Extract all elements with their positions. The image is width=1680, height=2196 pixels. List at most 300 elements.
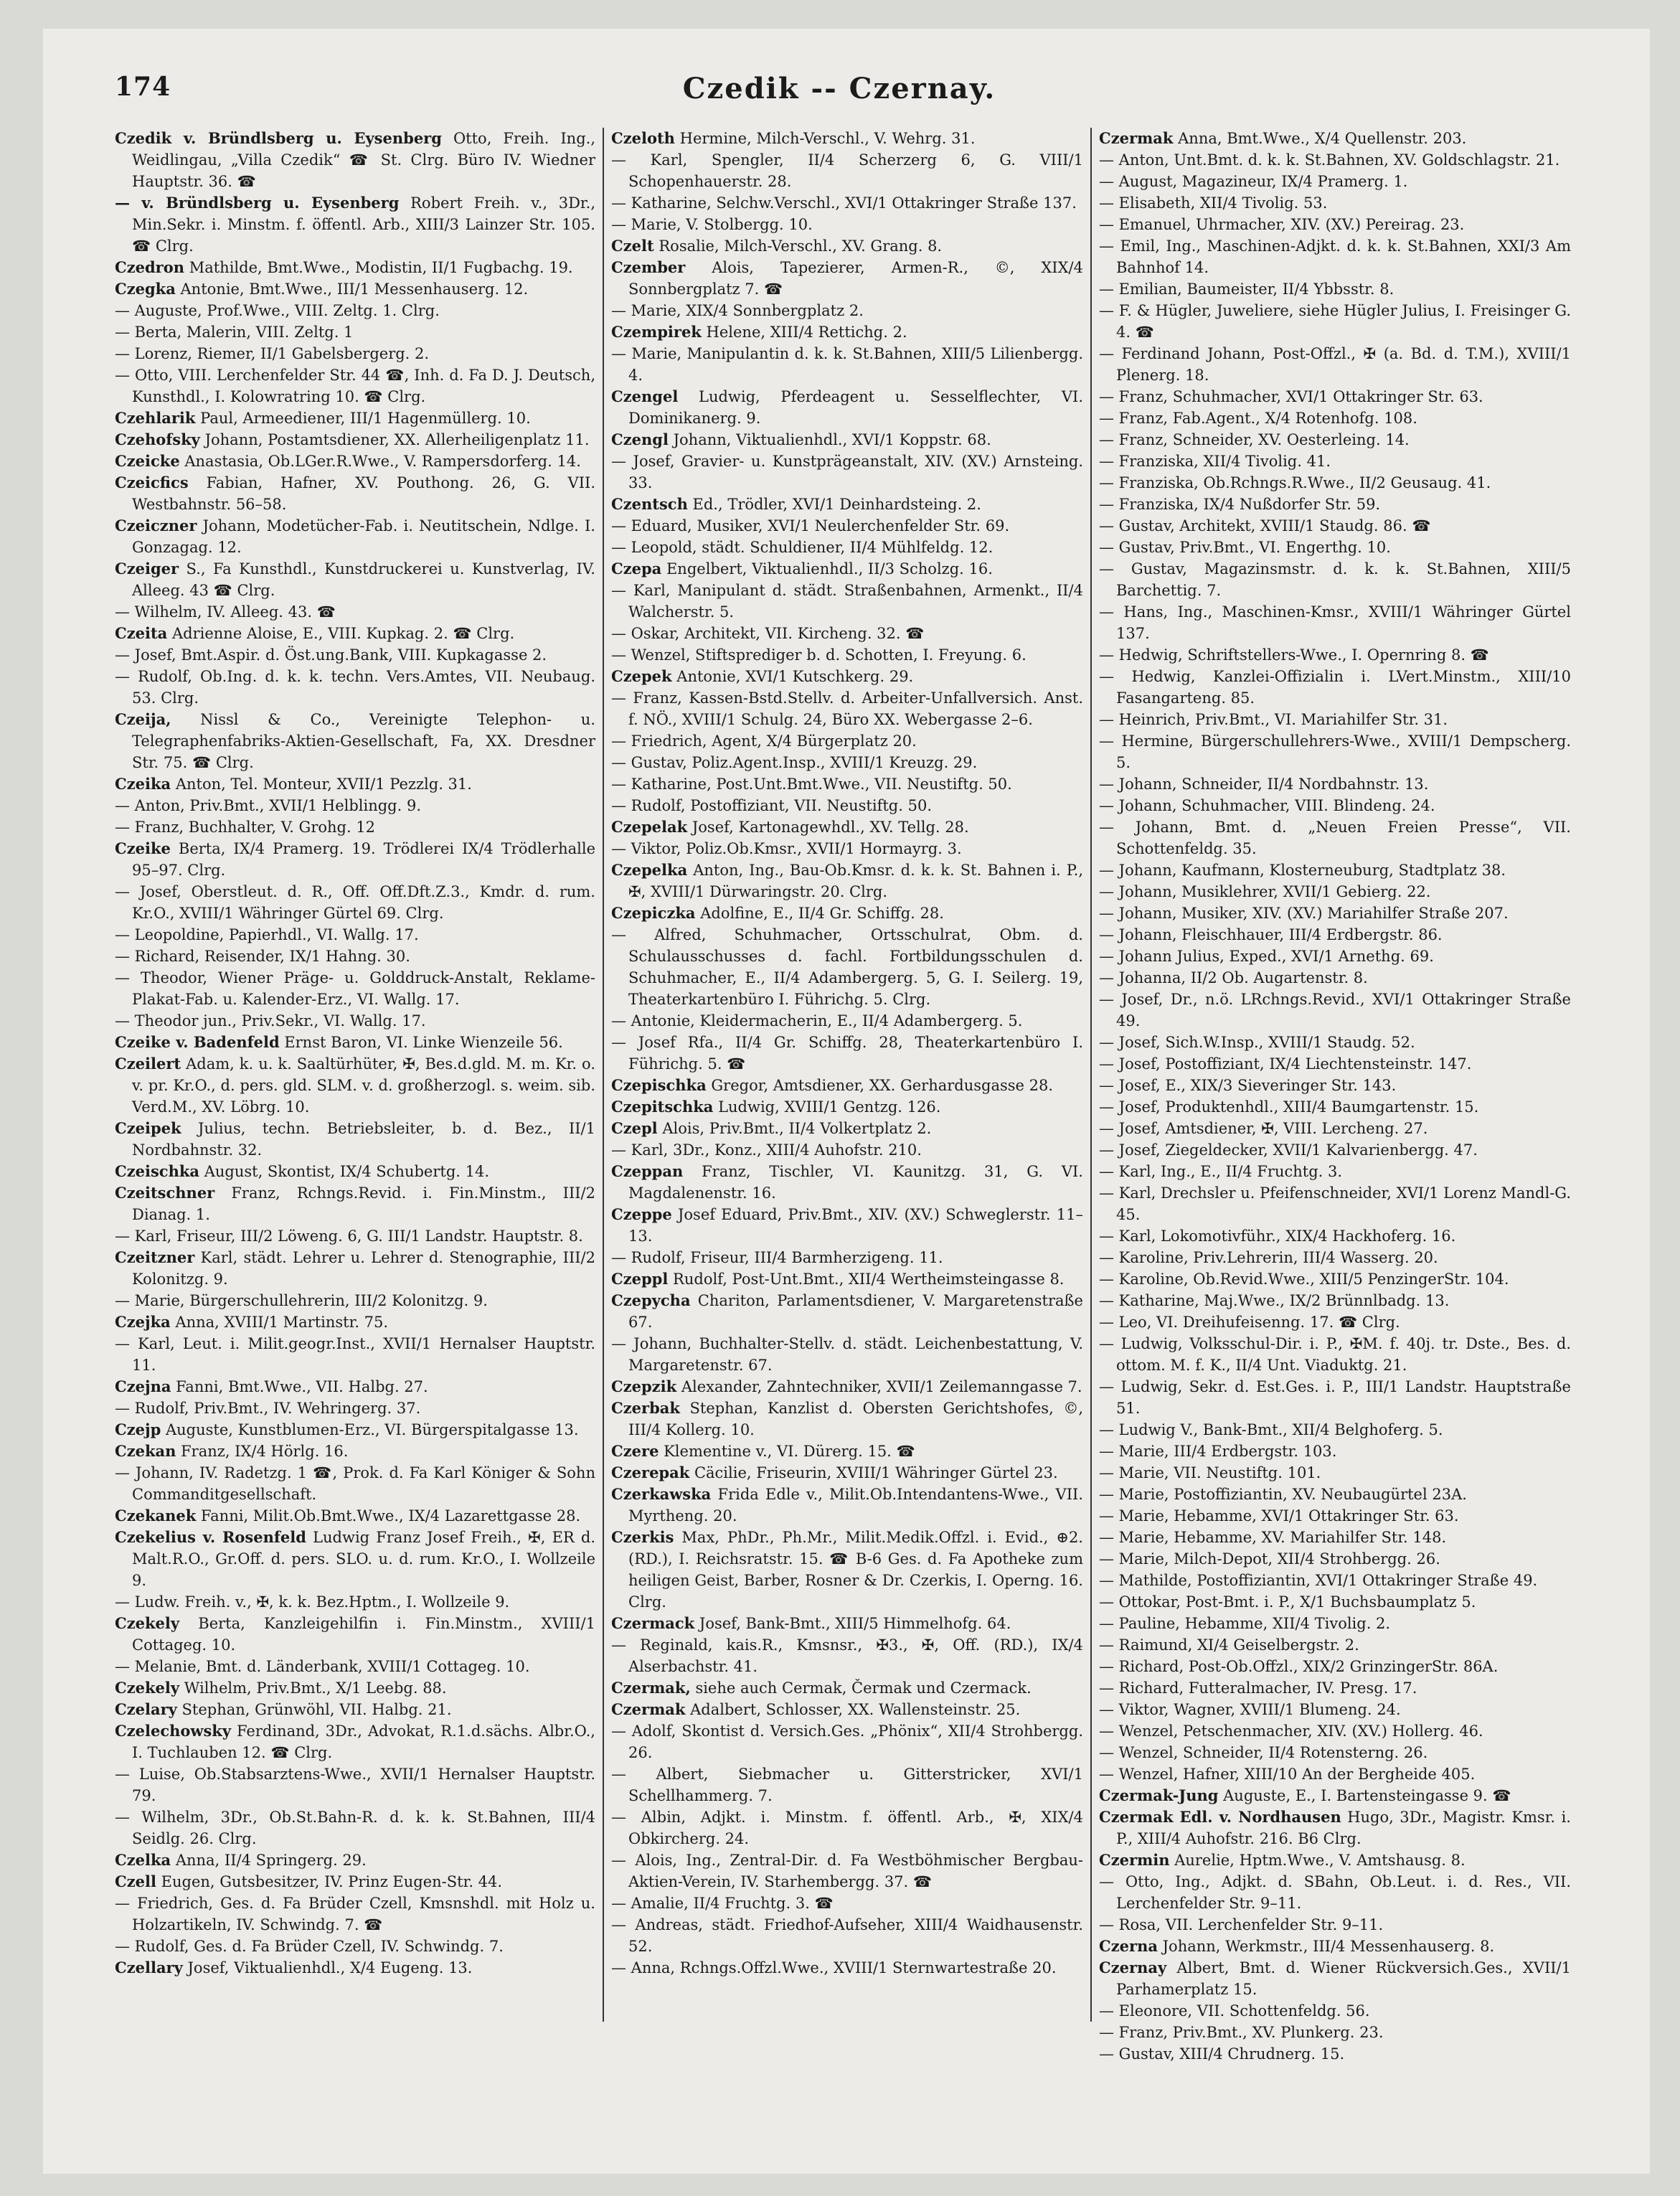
entry-surname: Czerepak [611, 1464, 690, 1481]
entry-details: Berta, IX/4 Pramerg. 19. Trödlerei IX/4 Trödlerhalle 95–97. Clrg. [132, 840, 595, 879]
entry-details: — Adolf, Skontist d. Versich.Ges. „Phönix“, XII/4 Strohbergg. 26. [611, 1723, 1083, 1761]
directory-entry [611, 1204, 1083, 1247]
entry-surname: Czeiczner [115, 517, 197, 534]
directory-entry [1099, 1742, 1571, 1763]
entry-details: — Oskar, Architekt, VII. Kircheng. 32. ☎ [611, 625, 925, 642]
directory-columns [115, 128, 1585, 2063]
entry-details: Alexander, Zahntechniker, XVII/1 Zeilemanngasse 7. [676, 1378, 1082, 1395]
directory-entry [611, 558, 1083, 580]
entry-surname: Czeloth [611, 129, 675, 147]
directory-entry [1099, 859, 1571, 881]
directory-entry [1099, 149, 1571, 171]
entry-details: — Elisabeth, XII/4 Tivolig. 53. [1099, 194, 1328, 212]
entry-details: Franz, Tischler, VI. Kaunitzg. 31, G. VI. Magdalenenstr. 16. [628, 1163, 1083, 1202]
entry-details: Josef, Bank-Bmt., XIII/5 Himmelhofg. 64. [694, 1615, 1011, 1632]
directory-entry [1099, 601, 1571, 644]
entry-details: — Melanie, Bmt. d. Länderbank, XVIII/1 Cottageg. 10. [115, 1658, 530, 1675]
directory-entry [115, 515, 595, 558]
entry-details: Klementine v., VI. Dürerg. 15. ☎ [659, 1443, 915, 1460]
entry-details: — Leopoldine, Papierhdl., VI. Wallg. 17. [115, 926, 419, 943]
entry-details: — Johann, Buchhalter-Stellv. d. städt. Leichenbestattung, V. Margaretenstr. 67. [611, 1335, 1083, 1374]
entry-details: Stephan, Kanzlist d. Obersten Gerichtshofes, ©, III/4 Kollerg. 10. [628, 1400, 1083, 1438]
entry-details: Ferdinand, 3Dr., Advokat, R.1.d.sächs. Albr.O., I. Tuchlauben 12. ☎ Clrg. [132, 1723, 595, 1761]
directory-entry [611, 1699, 1083, 1720]
entry-surname: Czermak-Jung [1099, 1786, 1219, 1804]
directory-entry [611, 1161, 1083, 1204]
directory-entry [115, 1613, 595, 1656]
entry-details: Fanni, Milit.Ob.Bmt.Wwe., IX/4 Lazarettgasse 28. [196, 1507, 581, 1525]
directory-entry [115, 1957, 595, 1979]
directory-entry [611, 1032, 1083, 1075]
directory-entry [115, 1161, 595, 1182]
directory-entry [611, 451, 1083, 494]
directory-entry [1099, 407, 1571, 429]
directory-entry [1099, 1505, 1571, 1527]
column-left [115, 128, 603, 2022]
entry-details: Ludwig Franz Josef Freih., ✠, ER d. Malt.R.O., Gr.Off. d. pers. SLO. u. d. rum. Kr.O., I. Wollzeile 9. [132, 1529, 595, 1589]
entry-details: — Friedrich, Ges. d. Fa Brüder Czell, Kmsnshdl. mit Holz u. Holzartikeln, IV. Schwindg. 7. ☎ [115, 1895, 595, 1933]
entry-details: Johann, Modetücher-Fab. i. Neutitschein, Ndlge. I. Gonzagag. 12. [132, 517, 595, 556]
directory-entry [115, 1936, 595, 1957]
directory-entry [1099, 171, 1571, 192]
directory-entry [115, 364, 595, 407]
column-right [1090, 128, 1578, 2063]
entry-details: — Marie, XIX/4 Sonnbergplatz 2. [611, 302, 864, 319]
directory-entry [1099, 1763, 1571, 1785]
entry-details: Gregor, Amtsdiener, XX. Gerhardusgasse 28. [706, 1077, 1054, 1094]
entry-details: — F. & Hügler, Juweliere, siehe Hügler Julius, I. Freisinger G. 4. ☎ [1099, 302, 1571, 341]
entry-surname: Czejp [115, 1420, 161, 1438]
directory-entry [1099, 2022, 1571, 2043]
entry-details: S., Fa Kunsthdl., Kunstdruckerei u. Kunstverlag, IV. Alleeg. 43 ☎ Clrg. [132, 560, 595, 599]
entry-surname: Czermak Edl. v. Nordhausen [1099, 1808, 1341, 1826]
directory-entry [1099, 1613, 1571, 1634]
entry-details: — Wilhelm, 3Dr., Ob.St.Bahn-R. d. k. k. St.Bahnen, III/4 Seidlg. 26. Clrg. [115, 1809, 595, 1847]
entry-details: Anna, II/4 Springerg. 29. [171, 1852, 367, 1869]
directory-entry [611, 1247, 1083, 1268]
directory-entry [611, 494, 1083, 515]
entry-details: — Johann, Musiker, XIV. (XV.) Mariahilfer Straße 207. [1099, 905, 1509, 922]
entry-details: — Albert, Siebmacher u. Gitterstricker, XVI/1 Schellhammerg. 7. [611, 1766, 1083, 1804]
directory-entry [115, 601, 595, 623]
entry-surname: Czeppan [611, 1162, 684, 1180]
directory-entry [115, 321, 595, 343]
directory-entry [611, 192, 1083, 214]
entry-details: — Franz, Schneider, XV. Oesterleing. 14. [1099, 431, 1410, 448]
entry-details: Adrienne Aloise, E., VIII. Kupkag. 2. ☎ Clrg. [167, 625, 515, 642]
entry-details: Alois, Tapezierer, Armen-R., ©, XIX/4 Sonnbergplatz 7. ☎ [628, 259, 1083, 298]
directory-entry [115, 881, 595, 924]
directory-entry [611, 429, 1083, 451]
entry-details: — Leo, VI. Dreihufeisenng. 17. ☎ Clrg. [1099, 1314, 1400, 1331]
directory-entry [1099, 903, 1571, 924]
directory-entry [115, 1118, 595, 1161]
entry-surname: Czeika [115, 775, 171, 793]
directory-entry [611, 300, 1083, 321]
entry-details: Hugo, 3Dr., Magistr. Kmsr. i. P., XIII/4 Auhofstr. 216. B6 Clrg. [1116, 1809, 1571, 1847]
directory-entry [1099, 1914, 1571, 1936]
entry-details: — Viktor, Wagner, XVIII/1 Blumeng. 24. [1099, 1701, 1401, 1718]
entry-surname: Czejka [115, 1313, 171, 1331]
entry-surname: Czermak, [611, 1679, 691, 1697]
directory-entry [115, 795, 595, 816]
directory-entry [1099, 967, 1571, 989]
directory-entry [115, 1419, 595, 1441]
directory-entry [1099, 192, 1571, 214]
entry-details: Johann, Werkmstr., III/4 Messenhauserg. 8. [1157, 1938, 1495, 1955]
directory-entry [1099, 773, 1571, 795]
entry-details: — Gustav, Magazinsmstr. d. k. k. St.Bahnen, XIII/5 Barchettig. 7. [1099, 560, 1571, 599]
entry-details: — Ferdinand Johann, Post-Offzl., ✠ (a. Bd. d. T.M.), XVIII/1 Plenerg. 18. [1099, 345, 1571, 384]
directory-entry [1099, 558, 1571, 601]
entry-details: Helene, XIII/4 Rettichg. 2. [701, 324, 907, 341]
directory-entry [611, 1290, 1083, 1333]
directory-entry [1099, 1570, 1571, 1591]
directory-entry [1099, 1871, 1571, 1914]
directory-entry [1099, 1936, 1571, 1957]
entry-details: — Alfred, Schuhmacher, Ortsschulrat, Obm. d. Schulausschusses d. fachl. Fortbildungsschulen d. Schuhmacher, E., II/4 Adambergerg. 5, G. I. Seilerg. 19, Theaterkartenbüro I. Führichg. 5. Clrg. [611, 926, 1083, 1008]
directory-entry [115, 1333, 595, 1376]
entry-surname: Czeita [115, 624, 168, 642]
entry-details: — Leopold, städt. Schuldiener, II/4 Mühlfeldg. 12. [611, 539, 994, 556]
entry-details: — Franz, Buchhalter, V. Grohg. 12 [115, 819, 376, 836]
directory-entry [1099, 472, 1571, 494]
directory-entry [611, 1096, 1083, 1118]
directory-entry [611, 1806, 1083, 1849]
directory-entry [1099, 1139, 1571, 1161]
entry-details: Cäcilie, Friseurin, XVIII/1 Währinger Gürtel 23. [689, 1464, 1058, 1481]
entry-details: Engelbert, Viktualienhdl., II/3 Scholzg. 16. [661, 560, 993, 578]
directory-entry [611, 1849, 1083, 1893]
directory-entry [611, 321, 1083, 343]
entry-details: Eugen, Gutsbesitzer, IV. Prinz Eugen-Str. 44. [156, 1873, 503, 1890]
entry-details: Otto, Freih. Ing., Weidlingau, „Villa Czedik“ ☎ St. Clrg. Büro IV. Wiedner Hauptstr. 36. ☎ [132, 130, 596, 190]
entry-surname: Czermak [611, 1700, 686, 1718]
entry-details: Johann, Postamtsdiener, XX. Allerheiligenplatz 11. [199, 431, 590, 448]
directory-entry [611, 1462, 1083, 1484]
entry-details: Rudolf, Post-Unt.Bmt., XII/4 Wertheimsteingasse 8. [668, 1271, 1065, 1288]
entry-details: — Josef, Gravier- u. Kunstprägeanstalt, XIV. (XV.) Arnsteing. 33. [611, 453, 1083, 491]
entry-details: — Gustav, Priv.Bmt., VI. Engerthg. 10. [1099, 539, 1391, 556]
directory-entry [1099, 2043, 1571, 2065]
entry-details: — Theodor jun., Priv.Sekr., VI. Wallg. 17. [115, 1012, 426, 1029]
entry-details: — Katharine, Selchw.Verschl., XVI/1 Ottakringer Straße 137. [611, 194, 1077, 212]
directory-entry [115, 1763, 595, 1806]
entry-details: — Otto, VIII. Lerchenfelder Str. 44 ☎, Inh. d. Fa D. J. Deutsch, Kunsthdl., I. Kolowratring 10. ☎ Clrg. [115, 367, 595, 405]
entry-details: Antonie, Bmt.Wwe., III/1 Messenhauserg. 12. [175, 281, 529, 298]
entry-details: — Franziska, Ob.Rchngs.R.Wwe., II/2 Geusaug. 41. [1099, 474, 1491, 491]
entry-surname: Czentsch [611, 495, 688, 513]
entry-surname: Czeppl [611, 1270, 669, 1288]
entry-details: — Johann, Musiklehrer, XVII/1 Gebierg. 22. [1099, 883, 1431, 900]
directory-entry [611, 838, 1083, 859]
directory-entry [611, 128, 1083, 149]
entry-details: — Johann Julius, Exped., XVI/1 Arnethg. 69. [1099, 948, 1434, 965]
directory-entry [1099, 924, 1571, 946]
entry-details: — Lorenz, Riemer, II/1 Gabelsbergerg. 2. [115, 345, 430, 362]
directory-entry [611, 623, 1083, 644]
directory-entry [611, 1118, 1083, 1139]
entry-details: — Wilhelm, IV. Alleeg. 43. ☎ [115, 603, 336, 621]
entry-surname: Czengel [611, 387, 679, 405]
entry-details: — Marie, Postoffiziantin, XV. Neubaugürtel 23A. [1099, 1486, 1467, 1503]
directory-entry [1099, 1527, 1571, 1548]
entry-surname: Czeischka [115, 1162, 200, 1180]
entry-surname: Czekan [115, 1442, 176, 1460]
directory-entry [611, 859, 1083, 903]
directory-entry [115, 1311, 595, 1333]
entry-details: — Marie, VII. Neustiftg. 101. [1099, 1464, 1321, 1481]
directory-entry [115, 946, 595, 967]
directory-entry [1099, 795, 1571, 816]
entry-details: — Katharine, Maj.Wwe., IX/2 Brünnlbadg. 13. [1099, 1292, 1450, 1309]
directory-entry [611, 924, 1083, 1010]
entry-surname: Czepzik [611, 1377, 677, 1395]
entry-details: Franz, IX/4 Hörlg. 16. [176, 1443, 349, 1460]
directory-entry [115, 429, 595, 451]
directory-entry [611, 1333, 1083, 1376]
directory-entry [1099, 730, 1571, 773]
directory-entry [611, 1527, 1083, 1613]
entry-details: Hermine, Milch-Verschl., V. Wehrg. 31. [674, 130, 976, 147]
entry-details: — Gustav, XIII/4 Chrudnerg. 15. [1099, 2045, 1345, 2063]
directory-entry [115, 1871, 595, 1893]
entry-surname: Czepycha [611, 1291, 691, 1309]
entry-surname: Czermak [1099, 129, 1174, 147]
directory-entry [1099, 1419, 1571, 1441]
entry-details: — Ludwig, Volksschul-Dir. i. P., ✠M. f. 40j. tr. Dste., Bes. d. ottom. M. f. K., II/4 Unt. Viaduktg. 21. [1099, 1335, 1571, 1374]
entry-details: Paul, Armeediener, III/1 Hagenmüllerg. 10. [195, 410, 531, 427]
directory-entry [611, 773, 1083, 795]
entry-surname: Czepiczka [611, 904, 696, 922]
entry-details: — Friedrich, Agent, X/4 Bürgerplatz 20. [611, 732, 917, 750]
entry-details: Chariton, Parlamentsdiener, V. Margaretenstraße 67. [628, 1292, 1083, 1331]
directory-entry [115, 623, 595, 644]
directory-entry [115, 1441, 595, 1462]
entry-surname: Czelka [115, 1851, 171, 1869]
entry-details: Frida Edle v., Milit.Ob.Intendantens-Wwe., VII. Myrtheng. 20. [628, 1486, 1083, 1525]
directory-entry [115, 1505, 595, 1527]
entry-details: — Reginald, kais.R., Kmsnsr., ✠3., ✠, Off. (RD.), IX/4 Alserbachstr. 41. [611, 1636, 1083, 1675]
entry-details: — Raimund, XI/4 Geiselbergstr. 2. [1099, 1636, 1359, 1654]
entry-details: — Antonie, Kleidermacherin, E., II/4 Adambergerg. 5. [611, 1012, 1023, 1029]
entry-details: Antonie, XVI/1 Kutschkerg. 29. [671, 668, 914, 685]
entry-details: — Albin, Adjkt. i. Minstm. f. öffentl. Arb., ✠, XIX/4 Obkircherg. 24. [611, 1809, 1083, 1847]
directory-entry [1099, 1677, 1571, 1699]
entry-details: — Ludw. Freih. v., ✠, k. k. Bez.Hptm., I. Wollzeile 9. [115, 1593, 510, 1611]
entry-details: — Marie, Hebamme, XV. Mariahilfer Str. 148. [1099, 1529, 1447, 1546]
directory-entry [611, 644, 1083, 666]
directory-entry [1099, 1118, 1571, 1139]
entry-details: — Josef, Amtsdiener, ✠, VIII. Lercheng. 27. [1099, 1120, 1428, 1137]
entry-details: — Heinrich, Priv.Bmt., VI. Mariahilfer Str. 31. [1099, 711, 1448, 728]
directory-entry [1099, 1096, 1571, 1118]
entry-surname: Czernay [1099, 1959, 1167, 1976]
directory-entry [115, 192, 595, 257]
entry-surname: Czeitschner [115, 1184, 215, 1202]
entry-details: Adalbert, Schlosser, XX. Wallensteinstr. 25. [685, 1701, 1021, 1718]
directory-entry [611, 1634, 1083, 1677]
directory-entry [115, 472, 595, 515]
entry-details: — Richard, Reisender, IX/1 Hahng. 30. [115, 948, 410, 965]
directory-entry [611, 1893, 1083, 1914]
directory-entry [1099, 1032, 1571, 1053]
directory-entry [115, 300, 595, 321]
directory-entry [611, 1914, 1083, 1957]
entry-details: — Berta, Malerin, VIII. Zeltg. 1 [115, 324, 354, 341]
entry-details: — Karl, Lokomotivführ., XIX/4 Hackhoferg. 16. [1099, 1227, 1456, 1245]
entry-details: — Anton, Priv.Bmt., XVII/1 Helblingg. 9. [115, 797, 422, 814]
directory-entry [1099, 515, 1571, 537]
entry-surname: — v. Bründlsberg u. Eysenberg [115, 194, 400, 212]
entry-details: Adolfine, E., II/4 Gr. Schiffg. 28. [695, 905, 944, 922]
entry-details: Fabian, Hafner, XV. Pouthong. 26, G. VII. Westbahnstr. 56–58. [132, 474, 595, 513]
directory-entry [1099, 300, 1571, 343]
directory-entry [1099, 1225, 1571, 1247]
entry-details: Nissl & Co., Vereinigte Telephon- u. Telegraphenfabriks-Aktien-Gesellschaft, Fa, XX. Dresdner Str. 75. ☎ Clrg. [132, 711, 595, 771]
entry-details: siehe auch Cermak, Čermak und Czermack. [690, 1679, 1032, 1697]
directory-entry [115, 257, 595, 278]
directory-entry [115, 1656, 595, 1677]
directory-entry [1099, 1247, 1571, 1268]
entry-surname: Czell [115, 1872, 156, 1890]
entry-details: — Mathilde, Postoffiziantin, XVI/1 Ottakringer Straße 49. [1099, 1572, 1538, 1589]
directory-entry [1099, 128, 1571, 149]
entry-details: — Rudolf, Friseur, III/4 Barmherzigeng. 11. [611, 1249, 943, 1266]
entry-details: — Josef, Bmt.Aspir. d. Öst.ung.Bank, VIII. Kupkagasse 2. [115, 646, 547, 664]
entry-details: — Johanna, II/2 Ob. Augartenstr. 8. [1099, 969, 1368, 986]
entry-details: Auguste, Kunstblumen-Erz., VI. Bürgerspitalgasse 13. [161, 1421, 579, 1438]
entry-details: — Josef, Dr., n.ö. LRchngs.Revid., XVI/1 Ottakringer Straße 49. [1099, 991, 1571, 1029]
directory-entry [1099, 709, 1571, 730]
entry-details: — Karl, 3Dr., Konz., XIII/4 Auhofstr. 210. [611, 1141, 922, 1159]
entry-details: — Johann, IV. Radetzg. 1 ☎, Prok. d. Fa Karl Königer & Sohn Commanditgesellschaft. [115, 1464, 595, 1503]
entry-surname: Czelt [611, 237, 654, 255]
entry-surname: Czeilert [115, 1055, 181, 1073]
entry-details: — Rudolf, Ob.Ing. d. k. k. techn. Vers.Amtes, VII. Neubaug. 53. Clrg. [115, 668, 595, 707]
directory-entry [611, 795, 1083, 816]
entry-details: — Josef Rfa., II/4 Gr. Schiffg. 28, Theaterkartenbüro I. Führichg. 5. ☎ [611, 1034, 1083, 1073]
entry-surname: Czere [611, 1442, 659, 1460]
entry-details: — Franziska, IX/4 Nußdorfer Str. 59. [1099, 496, 1381, 513]
directory-entry [611, 752, 1083, 773]
entry-details: August, Skontist, IX/4 Schubertg. 14. [199, 1163, 490, 1180]
entry-surname: Czepelka [611, 861, 688, 879]
entry-surname: Czermin [1099, 1851, 1170, 1869]
page-number: 174 [115, 72, 171, 102]
entry-surname: Czeppe [611, 1205, 672, 1223]
entry-surname: Czerkawska [611, 1485, 712, 1503]
page-header [115, 72, 1564, 115]
entry-surname: Czeipek [115, 1119, 181, 1137]
entry-details: — Hans, Ing., Maschinen-Kmsr., XVIII/1 Währinger Gürtel 137. [1099, 603, 1571, 642]
directory-entry [611, 1763, 1083, 1806]
directory-entry [1099, 214, 1571, 235]
entry-details: — Viktor, Poliz.Ob.Kmsr., XVII/1 Hormayrg. 3. [611, 840, 962, 857]
entry-details: — Ludwig, Sekr. d. Est.Ges. i. P., III/1 Landstr. Hauptstraße 51. [1099, 1378, 1571, 1417]
entry-details: Karl, städt. Lehrer u. Lehrer d. Stenographie, III/2 Kolonitzg. 9. [132, 1249, 595, 1288]
entry-details: — Hedwig, Kanzlei-Offizialin i. LVert.Minstm., XIII/10 Fasangarteng. 85. [1099, 668, 1571, 707]
directory-entry [611, 1957, 1083, 1979]
directory-entry [115, 1462, 595, 1505]
directory-entry [611, 235, 1083, 257]
entry-surname: Czember [611, 258, 686, 276]
entry-details: — Wenzel, Hafner, XIII/10 An der Bergheide 405. [1099, 1766, 1476, 1783]
entry-details: — Richard, Futteralmacher, IV. Presg. 17. [1099, 1679, 1417, 1697]
directory-entry [1099, 235, 1571, 278]
directory-entry [115, 558, 595, 601]
entry-surname: Czepa [611, 560, 662, 578]
directory-entry [1099, 1441, 1571, 1462]
entry-details: — Emanuel, Uhrmacher, XIV. (XV.) Pereirag. 23. [1099, 216, 1465, 233]
entry-surname: Czerna [1099, 1937, 1158, 1955]
directory-entry [1099, 386, 1571, 407]
entry-details: — Johann, Schneider, II/4 Nordbahnstr. 13. [1099, 776, 1429, 793]
entry-details: — Johann, Bmt. d. „Neuen Freien Presse“, VII. Schottenfeldg. 35. [1099, 819, 1571, 857]
directory-entry [115, 1010, 595, 1032]
directory-entry [611, 1441, 1083, 1462]
entry-surname: Czeija, [115, 710, 171, 728]
entry-details: — Emilian, Baumeister, II/4 Ybbsstr. 8. [1099, 281, 1395, 298]
entry-details: — Auguste, Prof.Wwe., VIII. Zeltg. 1. Clrg. [115, 302, 440, 319]
directory-entry [115, 278, 595, 300]
directory-entry [115, 128, 595, 192]
directory-entry [1099, 1268, 1571, 1290]
directory-entry [611, 1398, 1083, 1441]
entry-details: — Marie, III/4 Erdbergstr. 103. [1099, 1443, 1337, 1460]
entry-surname: Czedik v. Bründlsberg u. Eysenberg [115, 129, 442, 147]
directory-entry [115, 1527, 595, 1591]
entry-surname: Czeiger [115, 560, 179, 578]
directory-entry [115, 451, 595, 472]
directory-entry [1099, 1634, 1571, 1656]
entry-details: — Josef, Oberstleut. d. R., Off. Off.Dft.Z.3., Kmdr. d. rum. Kr.O., XVIII/1 Währinger Gürtel 69. Clrg. [115, 883, 595, 922]
entry-details: Johann, Viktualienhdl., XVI/1 Koppstr. 68. [668, 431, 991, 448]
directory-entry [611, 1720, 1083, 1763]
entry-details: — Ludwig V., Bank-Bmt., XII/4 Belghoferg. 5. [1099, 1421, 1443, 1438]
entry-surname: Czellary [115, 1959, 183, 1976]
entry-details: Alois, Priv.Bmt., II/4 Volkertplatz 2. [657, 1120, 932, 1137]
entry-details: Anton, Ing., Bau-Ob.Kmsr. d. k. k. St. Bahnen i. P., ✠, XVIII/1 Dürwaringstr. 20. Clrg. [628, 862, 1083, 900]
directory-entry [1099, 1656, 1571, 1677]
directory-entry [115, 838, 595, 881]
directory-entry [115, 967, 595, 1010]
entry-details: — Hedwig, Schriftstellers-Wwe., I. Opernring 8. ☎ [1099, 646, 1489, 664]
directory-entry [1099, 1053, 1571, 1075]
entry-surname: Czengl [611, 430, 669, 448]
entry-details: — Gustav, Architekt, XVIII/1 Staudg. 86. ☎ [1099, 517, 1431, 534]
entry-details: — Josef, Produktenhdl., XIII/4 Baumgartenstr. 15. [1099, 1098, 1479, 1116]
entry-details: — Rudolf, Postoffiziant, VII. Neustiftg. 50. [611, 797, 932, 814]
directory-entry [611, 1010, 1083, 1032]
entry-details: — August, Magazineur, IX/4 Pramerg. 1. [1099, 173, 1408, 190]
entry-details: Auguste, E., I. Bartensteingasse 9. ☎ [1218, 1787, 1511, 1804]
entry-surname: Czekanek [115, 1507, 197, 1525]
entry-surname: Czepitschka [611, 1098, 714, 1116]
entry-surname: Czeicke [115, 452, 180, 470]
directory-entry [115, 1032, 595, 1053]
entry-details: — Josef, Postoffiziant, IX/4 Liechtensteinstr. 147. [1099, 1055, 1472, 1073]
directory-entry [611, 214, 1083, 235]
directory-entry [1099, 1075, 1571, 1096]
entry-details: — Luise, Ob.Stabsarztens-Wwe., XVII/1 Hernalser Hauptstr. 79. [115, 1766, 595, 1804]
directory-entry [1099, 278, 1571, 300]
directory-entry [611, 687, 1083, 730]
entry-details: — Karl, Manipulant d. städt. Straßenbahnen, Armenkt., II/4 Walcherstr. 5. [611, 582, 1083, 621]
entry-details: Fanni, Bmt.Wwe., VII. Halbg. 27. [171, 1378, 428, 1395]
directory-entry [1099, 1161, 1571, 1182]
directory-entry [1099, 1333, 1571, 1376]
